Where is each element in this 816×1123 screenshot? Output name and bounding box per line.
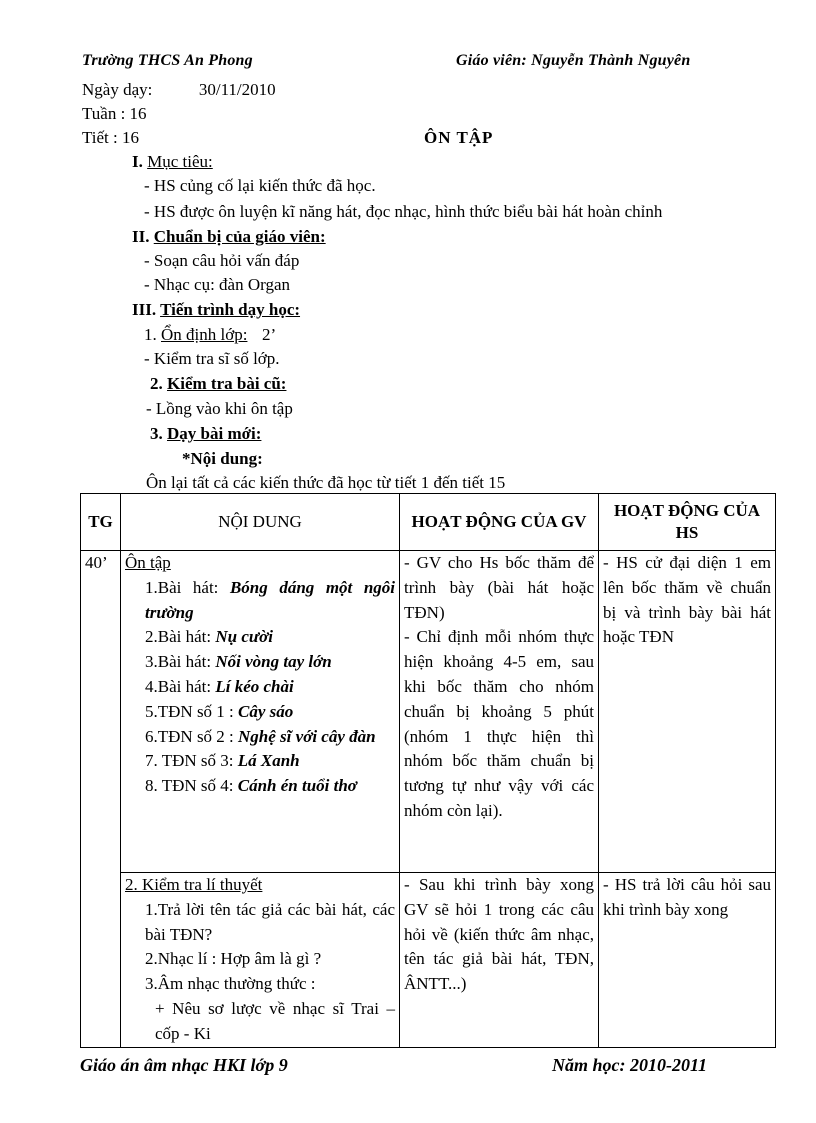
content-summary: Ôn lại tất cả các kiến thức đã học từ tiết 1 đến tiết 15: [146, 473, 506, 492]
list-item: 2.Nhạc lí : Hợp âm là gì ?: [145, 949, 322, 969]
footer-left: Giáo án âm nhạc HKI lớp 9: [80, 1055, 288, 1075]
step2: [150, 372, 286, 396]
gv-activity: - Chỉ định mỗi nhóm thực hiện khoảng 4-5 em, sau khi bốc thăm cho nhóm chuẩn bị khoảng 5 phút (nhóm 1 thực hiện thì nhóm bốc thăm chuẩn bị tương tự như vậy với các nhóm còn lại).: [404, 627, 594, 820]
prep-title: Chuẩn bị của giáo viên:: [153, 227, 326, 246]
gv-cell-review: [400, 551, 599, 873]
header-tg: TG: [81, 494, 121, 551]
hs-cell-review: [599, 551, 776, 873]
week: Tuần : 16: [82, 104, 147, 123]
date-value: 30/11/2010: [198, 80, 276, 99]
list-item: 7. TĐN số 3: Lá Xanh: [145, 751, 300, 771]
header-content: NỘI DUNG: [121, 494, 400, 551]
prep-heading: [132, 225, 326, 249]
prep-num: II.: [132, 227, 150, 246]
lesson-title: ÔN TẬP: [424, 128, 494, 147]
step1-title: Ổn định lớp:: [161, 325, 248, 344]
list-item: 1.Bài hát: Bóng dáng một ngôi trường: [145, 577, 396, 622]
gv-activity: - Sau khi trình bày xong GV sẽ hỏi 1 trong các câu hỏi về (kiến thức âm nhạc, tên tác giả bài hát, TĐN, ÂNTT...): [404, 875, 594, 994]
list-item: 4.Bài hát: Lí kéo chài: [145, 676, 294, 696]
content-cell-theory: [121, 873, 400, 1048]
gv-cell-theory: [400, 873, 599, 1048]
process-heading: [132, 298, 300, 322]
step2-title: Kiểm tra bài cũ:: [167, 374, 287, 393]
table-header-row: [81, 494, 776, 551]
step1-item: - Kiểm tra sĩ số lớp.: [144, 349, 280, 368]
header-gv: HOẠT ĐỘNG CỦA GV: [400, 494, 599, 551]
step3-num: 3.: [150, 424, 163, 443]
list-item: 3.Bài hát: Nối vòng tay lớn: [145, 652, 332, 672]
objective-item: - HS được ôn luyện kĩ năng hát, đọc nhạc, hình thức biểu bài hát hoàn chỉnh: [144, 202, 663, 221]
hs-activity: - HS trả lời câu hỏi sau khi trình bày xong: [603, 875, 771, 919]
teaching-date: [82, 78, 276, 102]
teacher-name: Giáo viên: Nguyễn Thành Nguyên: [456, 52, 691, 69]
lesson-table: [80, 493, 776, 1048]
list-item: 6.TĐN số 2 : Nghệ sĩ với cây đàn: [145, 726, 376, 746]
step3-title: Dạy bài mới:: [167, 424, 262, 443]
list-item: 8. TĐN số 4: Cánh én tuổi thơ: [145, 776, 357, 796]
table-row: [81, 551, 776, 873]
content-label: *Nội dung:: [182, 449, 263, 468]
step3: [150, 422, 261, 446]
header-hs: HOẠT ĐỘNG CỦA HS: [599, 494, 776, 551]
hs-cell-theory: [599, 873, 776, 1048]
list-item: + Nêu sơ lược về nhạc sĩ Trai – cốp - Ki: [155, 998, 395, 1043]
objectives-title: Mục tiêu:: [147, 152, 213, 171]
theory-title: 2. Kiểm tra lí thuyết: [125, 875, 263, 894]
content-cell-review: [121, 551, 400, 873]
period: Tiết : 16: [82, 128, 140, 147]
step1: [144, 323, 276, 347]
prep-item: - Soạn câu hỏi vấn đáp: [144, 251, 300, 270]
prep-item: - Nhạc cụ: đàn Organ: [144, 275, 291, 294]
objective-item: - HS củng cố lại kiến thức đã học.: [144, 176, 376, 195]
review-title: Ôn tập: [125, 553, 171, 572]
objectives-heading: [132, 150, 213, 174]
list-item: 1.Trả lời tên tác giả các bài hát, các bài TĐN?: [145, 899, 395, 944]
process-num: III.: [132, 300, 157, 319]
date-label: Ngày dạy:: [82, 80, 153, 99]
gv-activity: - GV cho Hs bốc thăm để trình bày (bài hát hoặc TĐN): [404, 553, 594, 622]
step1-num: 1.: [144, 325, 157, 344]
footer-right: Năm học: 2010-2011: [552, 1055, 707, 1075]
list-item: 5.TĐN số 1 : Cây sáo: [145, 701, 294, 721]
process-title: Tiến trình dạy học:: [160, 300, 301, 319]
table-row: [81, 873, 776, 1048]
step2-item: - Lồng vào khi ôn tập: [146, 399, 293, 418]
step1-time: 2’: [261, 325, 277, 344]
hs-activity: - HS cử đại diện 1 em lên bốc thăm về chuẩn bị và trình bày bài hát hoặc TĐN: [603, 553, 771, 647]
list-item: 3.Âm nhạc thường thức :: [145, 974, 316, 994]
time-cell: 40’: [81, 551, 121, 1048]
school-name: Trường THCS An Phong: [82, 52, 253, 69]
step2-num: 2.: [150, 374, 163, 393]
list-item: 2.Bài hát: Nụ cười: [145, 627, 273, 647]
objectives-num: I.: [132, 152, 143, 171]
